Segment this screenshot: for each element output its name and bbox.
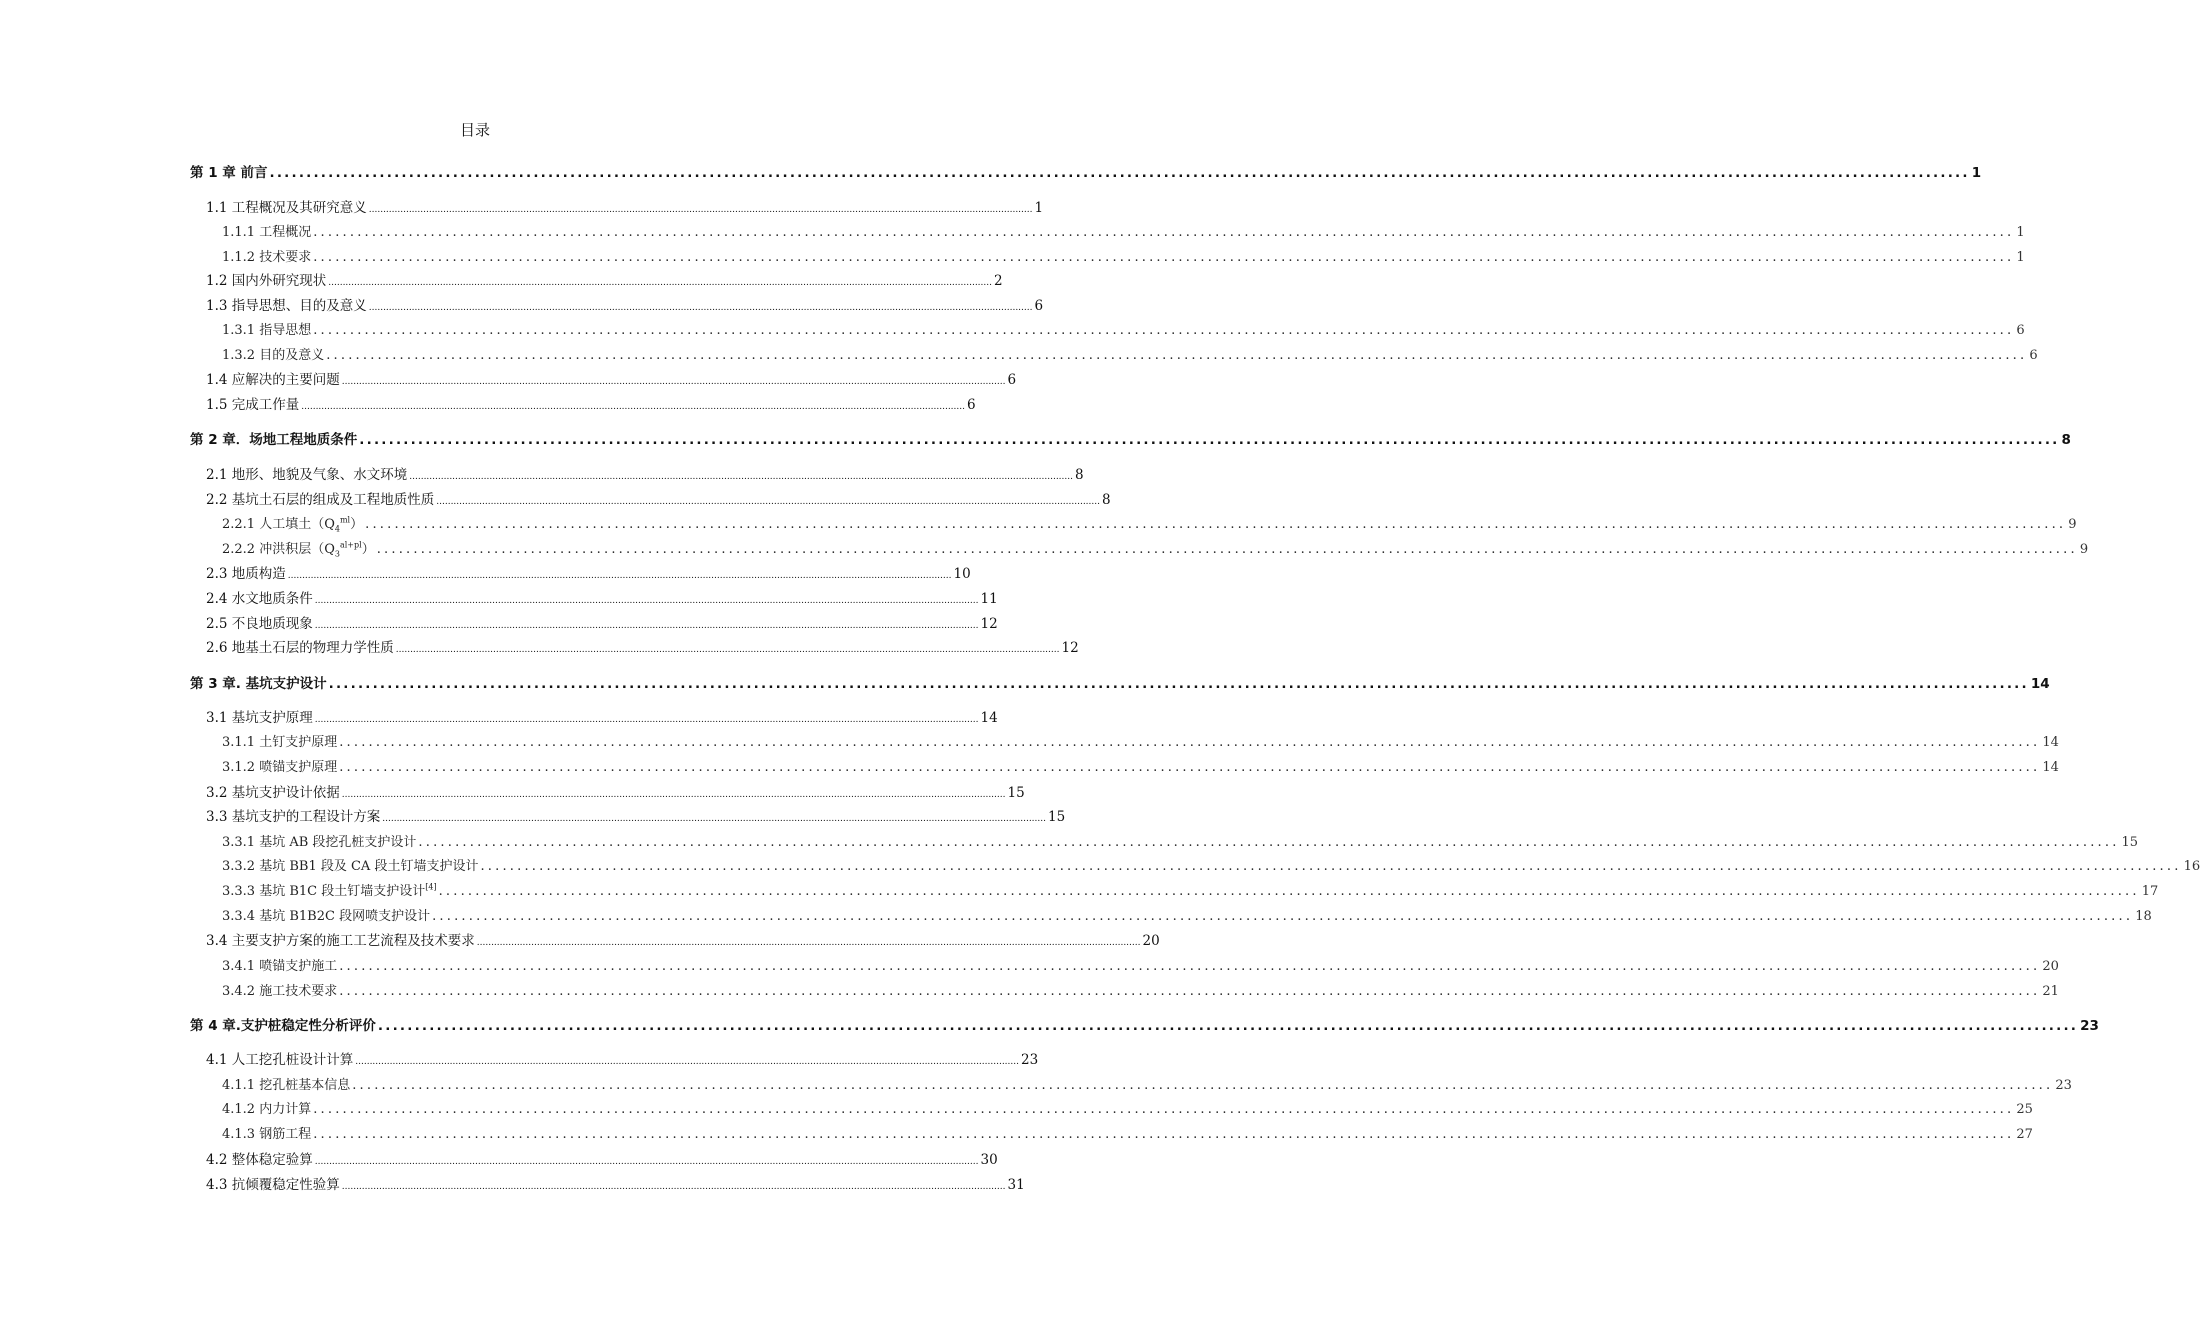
toc-title: 目录 — [459, 121, 490, 139]
toc-dot-leader: ........................................................................................................................................................................................................................................ — [339, 959, 2041, 974]
toc-entry-text: 4.3 抗倾覆稳定性验算 — [206, 1177, 340, 1193]
toc-page-number: 18 — [2135, 909, 2152, 924]
toc-dot-leader: ........................................................................................................................................................................................................................................ — [339, 735, 2041, 750]
toc-dot-leader: ........................................................................................................................................................................................................................................ — [436, 497, 1100, 507]
toc-entry-text: 3.1 基坑支护原理 — [206, 710, 313, 726]
toc-dot-leader: ........................................................................................................................................................................................................................................ — [339, 760, 2041, 775]
toc-section-entry[interactable] — [206, 1151, 998, 1171]
toc-dot-leader: ........................................................................................................................................................................................................................................ — [313, 1127, 2015, 1142]
toc-entry-label — [222, 322, 311, 340]
toc-entry-label — [190, 431, 357, 449]
toc-section-entry[interactable] — [206, 272, 1003, 292]
toc-entry-text: 3.4.1 喷锚支护施工 — [222, 959, 338, 974]
toc-subsection-entry[interactable] — [222, 347, 2038, 365]
toc-entry-text: 2.4 水文地质条件 — [206, 591, 313, 607]
toc-dot-leader: ........................................................................................................................................................................................................................................ — [341, 1182, 1006, 1192]
toc-chapter-entry[interactable] — [190, 1017, 2099, 1035]
toc-page-number: 30 — [980, 1152, 998, 1168]
toc-entry-text: 1.4 应解决的主要问题 — [206, 372, 340, 388]
toc-page-number: 14 — [2042, 735, 2059, 750]
toc-subsection-entry[interactable] — [222, 1126, 2033, 1144]
toc-chapter-entry[interactable] — [190, 675, 2050, 693]
toc-subsection-entry[interactable] — [222, 858, 2200, 876]
toc-dot-leader: ........................................................................................................................................................................................................................................ — [382, 814, 1046, 824]
toc-dot-leader: ........................................................................................................................................................................................................................................ — [328, 278, 992, 288]
toc-page-number: 20 — [1142, 933, 1160, 949]
toc-dot-leader: ........................................................................................................................................................................................................................................ — [376, 542, 2078, 557]
toc-page-number: 15 — [2121, 835, 2139, 850]
toc-dot-leader: ........................................................................................................................................................................................................................................ — [301, 402, 965, 412]
toc-entry-label — [206, 784, 340, 802]
toc-entry-text: 3.1.1 土钉支护原理 — [222, 735, 338, 750]
toc-entry-text: 3.1.2 喷锚支护原理 — [222, 760, 338, 775]
toc-entry-label — [222, 1077, 350, 1095]
toc-entry-label — [222, 347, 324, 365]
toc-entry-text: 4.1.1 挖孔桩基本信息 — [222, 1078, 351, 1093]
toc-entry-text: 2.6 地基土石层的物理力学性质 — [206, 640, 394, 656]
toc-section-entry[interactable] — [206, 808, 1066, 828]
toc-dot-leader: ........................................................................................................................................................................................................................................ — [269, 165, 1970, 181]
toc-entry-subscript: 4 — [334, 524, 340, 534]
toc-page-number: 14 — [2030, 676, 2050, 692]
toc-entry-text: 4.2 整体稳定验算 — [206, 1152, 313, 1168]
toc-page-number: 1 — [1034, 200, 1044, 216]
toc-page-number: 15 — [1047, 809, 1066, 825]
toc-entry-label — [206, 639, 394, 657]
toc-page-number: 15 — [1007, 785, 1025, 801]
toc-dot-leader: ........................................................................................................................................................................................................................................ — [326, 348, 2028, 363]
toc-page-number: 23 — [2080, 1018, 2099, 1034]
toc-page-number: 9 — [2079, 542, 2089, 557]
toc-entry-label — [206, 565, 286, 583]
toc-page-number: 10 — [953, 566, 971, 582]
toc-dot-leader: ........................................................................................................................................................................................................................................ — [341, 377, 1006, 387]
toc-entry-label — [206, 615, 313, 633]
toc-entry-text: 1.3.2 目的及意义 — [222, 348, 325, 363]
toc-entry-label — [222, 541, 375, 559]
toc-dot-leader: ........................................................................................................................................................................................................................................ — [409, 472, 1073, 482]
toc-page-number: 14 — [2042, 760, 2059, 775]
toc-entry-label — [222, 834, 416, 852]
toc-page-number: 16 — [2183, 859, 2200, 874]
toc-dot-leader: ........................................................................................................................................................................................................................................ — [313, 1102, 2015, 1117]
toc-dot-leader: ........................................................................................................................................................................................................................................ — [313, 323, 2015, 338]
toc-entry-label — [206, 1051, 353, 1069]
toc-entry-label — [206, 199, 367, 217]
toc-page-number: 23 — [1020, 1052, 1039, 1068]
toc-subsection-entry[interactable] — [222, 1101, 2033, 1119]
toc-section-entry[interactable] — [206, 297, 1044, 317]
toc-entry-label — [206, 932, 475, 950]
toc-page-number: 12 — [1061, 640, 1079, 656]
toc-entry-label — [206, 272, 326, 290]
toc-dot-leader: ........................................................................................................................................................................................................................................ — [328, 676, 2029, 692]
toc-page-number: 1 — [2016, 225, 2025, 240]
toc-section-entry[interactable] — [206, 491, 1111, 511]
toc-entry-superscript: ml — [339, 515, 351, 525]
toc-entry-text: 1.3.1 指导思想 — [222, 323, 312, 338]
toc-section-entry[interactable] — [206, 1176, 1025, 1196]
toc-entry-text: 2.2.1 人工填土（Q — [222, 517, 335, 532]
toc-dot-leader: ........................................................................................................................................................................................................................................ — [476, 938, 1141, 948]
toc-page-number: 27 — [2016, 1127, 2033, 1142]
toc-entry-label — [190, 675, 327, 693]
toc-section-entry[interactable] — [206, 932, 1160, 952]
toc-entry-label — [206, 396, 299, 414]
toc-entry-text: 4.1.2 内力计算 — [222, 1102, 312, 1117]
toc-dot-leader: ........................................................................................................................................................................................................................................ — [341, 790, 1006, 800]
toc-page-number: 12 — [980, 616, 998, 632]
toc-page-number: 9 — [2068, 517, 2077, 532]
toc-section-entry[interactable] — [206, 639, 1079, 659]
toc-entry-label — [206, 1176, 340, 1194]
toc-page-number: 1 — [1971, 165, 1982, 181]
toc-entry-tail: ） — [350, 517, 364, 532]
toc-entry-label — [222, 1126, 311, 1144]
toc-entry-label — [206, 466, 407, 484]
toc-section-entry[interactable] — [206, 199, 1044, 219]
toc-section-entry[interactable] — [206, 466, 1084, 486]
toc-section-entry[interactable] — [206, 565, 971, 585]
toc-subsection-entry[interactable] — [222, 1077, 2072, 1095]
toc-entry-text: 3.3.3 基坑 B1C 段土钉墙支护设计 — [222, 884, 426, 899]
toc-page-number: 8 — [1101, 492, 1111, 508]
toc-dot-leader: ........................................................................................................................................................................................................................................ — [480, 859, 2182, 874]
toc-dot-leader: ........................................................................................................................................................................................................................................ — [377, 1018, 2079, 1034]
toc-dot-leader: ........................................................................................................................................................................................................................................ — [432, 909, 2134, 924]
toc-entry-label — [206, 297, 367, 315]
toc-dot-leader: ........................................................................................................................................................................................................................................ — [314, 596, 979, 606]
toc-section-entry[interactable] — [206, 709, 998, 729]
toc-entry-text: 3.3.2 基坑 BB1 段及 CA 段土钉墙支护设计 — [222, 859, 479, 874]
toc-dot-leader: ........................................................................................................................................................................................................................................ — [314, 715, 979, 725]
toc-page-number: 8 — [2061, 432, 2071, 448]
toc-entry-text: 2.2.2 冲洪积层（Q — [222, 542, 335, 557]
toc-page-number: 14 — [980, 710, 998, 726]
toc-subsection-entry[interactable] — [222, 983, 2059, 1001]
toc-entry-label — [206, 491, 434, 509]
toc-dot-leader: ........................................................................................................................................................................................................................................ — [313, 225, 2015, 240]
toc-dot-leader: ........................................................................................................................................................................................................................................ — [365, 517, 2067, 532]
toc-subsection-entry[interactable] — [222, 882, 2159, 901]
toc-dot-leader: ........................................................................................................................................................................................................................................ — [418, 835, 2120, 850]
toc-entry-text: 4.1.3 钢筋工程 — [222, 1127, 312, 1142]
toc-entry-label — [222, 858, 478, 876]
toc-subsection-entry[interactable] — [222, 734, 2059, 752]
toc-entry-text: 1.3 指导思想、目的及意义 — [206, 298, 367, 314]
toc-page-number: 6 — [2029, 348, 2038, 363]
toc-page-number: 8 — [1074, 467, 1084, 483]
toc-page-number: 11 — [980, 591, 998, 607]
toc-dot-leader: ........................................................................................................................................................................................................................................ — [368, 303, 1033, 313]
toc-entry-label — [190, 164, 268, 182]
toc-page-number: 1 — [2016, 250, 2025, 265]
toc-page-number: 6 — [2016, 323, 2025, 338]
toc-entry-label — [222, 983, 337, 1001]
toc-entry-label — [222, 516, 363, 534]
toc-chapter-entry[interactable] — [190, 164, 1982, 182]
toc-entry-label — [222, 759, 337, 777]
toc-entry-tail: ） — [361, 542, 375, 557]
toc-entry-subscript: 3 — [334, 549, 340, 559]
toc-entry-text: 3.3.1 基坑 AB 段挖孔桩支护设计 — [222, 835, 417, 850]
toc-entry-label — [206, 590, 313, 608]
toc-dot-leader: ........................................................................................................................................................................................................................................ — [355, 1057, 1019, 1067]
toc-entry-label — [222, 958, 337, 976]
toc-entry-label — [190, 1017, 376, 1035]
toc-subsection-entry[interactable] — [222, 249, 2025, 267]
toc-subsection-entry[interactable] — [222, 908, 2152, 926]
toc-page-number: 17 — [2141, 884, 2159, 899]
toc-dot-leader: ........................................................................................................................................................................................................................................ — [359, 432, 2060, 448]
toc-entry-text: 第 3 章. 基坑支护设计 — [190, 676, 327, 692]
toc-entry-label — [222, 224, 311, 242]
toc-dot-leader: ........................................................................................................................................................................................................................................ — [368, 205, 1033, 215]
toc-section-entry[interactable] — [206, 1051, 1039, 1071]
toc-entry-label — [206, 1151, 313, 1169]
toc-entry-text: 1.5 完成工作量 — [206, 397, 300, 413]
toc-entry-text: 1.1 工程概况及其研究意义 — [206, 200, 367, 216]
toc-dot-leader: ........................................................................................................................................................................................................................................ — [314, 1157, 979, 1167]
toc-dot-leader: ........................................................................................................................................................................................................................................ — [314, 621, 979, 631]
toc-section-entry[interactable] — [206, 784, 1025, 804]
toc-entry-text: 2.1 地形、地貌及气象、水文环境 — [206, 467, 408, 483]
toc-entry-superscript: al+pl — [339, 540, 362, 550]
toc-entry-label — [206, 709, 313, 727]
toc-dot-leader: ........................................................................................................................................................................................................................................ — [352, 1078, 2054, 1093]
toc-entry-text: 3.4 主要支护方案的施工工艺流程及技术要求 — [206, 933, 475, 949]
toc-entry-label — [222, 908, 430, 926]
toc-entry-text: 1.1.1 工程概况 — [222, 225, 312, 240]
toc-entry-text: 3.3.4 基坑 B1B2C 段网喷支护设计 — [222, 909, 431, 924]
toc-section-entry[interactable] — [206, 396, 976, 416]
toc-dot-leader: ........................................................................................................................................................................................................................................ — [339, 984, 2041, 999]
toc-entry-text: 第 4 章.支护桩稳定性分析评价 — [190, 1018, 376, 1034]
toc-page-number: 31 — [1007, 1177, 1025, 1193]
toc-dot-leader: ........................................................................................................................................................................................................................................ — [287, 571, 952, 581]
toc-entry-text: 4.1 人工挖孔桩设计计算 — [206, 1052, 354, 1068]
toc-section-entry[interactable] — [206, 590, 998, 610]
toc-subsection-entry[interactable] — [222, 224, 2025, 242]
toc-entry-label — [222, 883, 437, 901]
toc-entry-label — [206, 808, 380, 826]
toc-page-number: 2 — [993, 273, 1003, 289]
toc-page-number: 23 — [2055, 1078, 2072, 1093]
toc-section-entry[interactable] — [206, 615, 998, 635]
toc-entry-text: 1.1.2 技术要求 — [222, 250, 312, 265]
toc-dot-leader: ........................................................................................................................................................................................................................................ — [438, 884, 2140, 899]
toc-entry-text: 3.4.2 施工技术要求 — [222, 984, 338, 999]
toc-page-number: 6 — [1007, 372, 1017, 388]
toc-entry-label — [206, 371, 340, 389]
toc-entry-text: 2.2 基坑土石层的组成及工程地质性质 — [206, 492, 435, 508]
toc-entry-text: 第 1 章 前言 — [190, 165, 268, 181]
toc-entry-text: 3.2 基坑支护设计依据 — [206, 785, 340, 801]
toc-subsection-entry[interactable] — [222, 834, 2139, 852]
toc-entry-text: 3.3 基坑支护的工程设计方案 — [206, 809, 381, 825]
toc-subsection-entry[interactable] — [222, 540, 2089, 559]
toc-entry-text: 1.2 国内外研究现状 — [206, 273, 327, 289]
toc-dot-leader: ........................................................................................................................................................................................................................................ — [313, 250, 2015, 265]
toc-entry-label — [222, 249, 311, 267]
toc-entry-superscript: [4] — [425, 882, 437, 892]
toc-entry-text: 第 2 章．场地工程地质条件 — [190, 432, 358, 448]
toc-dot-leader: ........................................................................................................................................................................................................................................ — [395, 645, 1060, 655]
toc-entry-label — [222, 734, 337, 752]
toc-subsection-entry[interactable] — [222, 322, 2025, 340]
toc-subsection-entry[interactable] — [222, 759, 2059, 777]
toc-section-entry[interactable] — [206, 371, 1017, 391]
toc-subsection-entry[interactable] — [222, 958, 2059, 976]
toc-chapter-entry[interactable] — [190, 431, 2071, 449]
toc-page-number: 6 — [966, 397, 976, 413]
toc-subsection-entry[interactable] — [222, 515, 2077, 534]
toc-page-number: 21 — [2042, 984, 2059, 999]
toc-entry-label — [222, 1101, 311, 1119]
toc-page-number: 25 — [2016, 1102, 2033, 1117]
toc-entry-text: 2.3 地质构造 — [206, 566, 286, 582]
toc-entry-text: 2.5 不良地质现象 — [206, 616, 313, 632]
toc-page-number: 6 — [1034, 298, 1044, 314]
toc-page-number: 20 — [2042, 959, 2059, 974]
